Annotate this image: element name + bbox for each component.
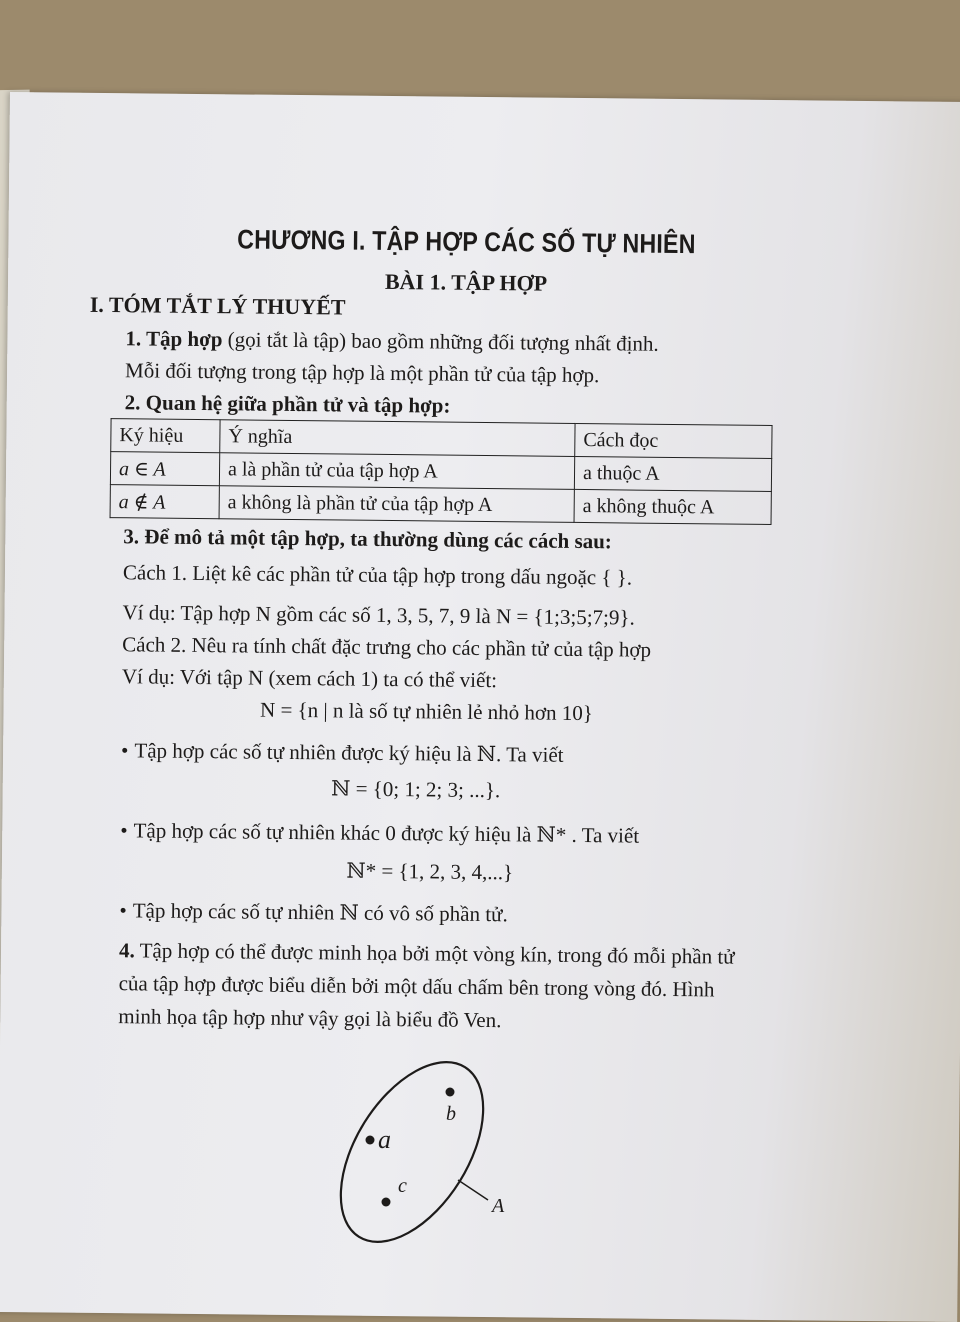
venn-set-pointer [458, 1180, 488, 1200]
paragraph-1-lead: 1. Tập hợp [125, 326, 223, 352]
venn-diagram [330, 1052, 530, 1252]
table-cell: a ∉ A [110, 485, 219, 519]
bullet-3 [119, 894, 799, 933]
table-cell: a là phần tử của tập hợp A [219, 453, 574, 490]
bullet-2-formula: ℕ* = {1, 2, 3, 4,...} [346, 858, 514, 885]
venn-label-a: a [378, 1125, 391, 1154]
paragraph-4-text: Tập hợp có thể được minh họa bởi một vòng kín, trong đó mỗi phần tử của tập hợp được biểu diễn bởi một dấu chấm bên trong vòng đó. Hình minh họa tập hợp như vậy gọi là biểu đồ Ven. [118, 938, 735, 1033]
relation-table [110, 418, 773, 525]
venn-point-b [446, 1088, 455, 1097]
bullet-1-text: Tập hợp các số tự nhiên được ký hiệu là ℕ. Ta viết [134, 738, 564, 767]
method-1: Cách 1. Liệt kê các phần tử của tập hợp trong dấu ngoặc { }. [122, 560, 633, 590]
bullet-1 [121, 734, 801, 773]
table-header-cell: Ký hiệu [111, 419, 220, 453]
bullet-2-text: Tập hợp các số tự nhiên khác 0 được ký hiệu là ℕ* . Ta viết [133, 818, 640, 848]
method-2: Cách 2. Nêu ra tính chất đặc trưng cho các phần tử của tập hợp [122, 632, 652, 662]
bullet-3-text: Tập hợp các số tự nhiên ℕ có vô số phần tử. [132, 898, 508, 927]
venn-label-c: c [398, 1175, 407, 1197]
table-header-cell: Ý nghĩa [220, 420, 575, 457]
table-cell: a thuộc A [574, 456, 771, 491]
lesson-title: BÀI 1. TẬP HỢP [384, 268, 548, 296]
paragraph-4-lead: 4. [118, 938, 135, 963]
venn-point-c [382, 1198, 391, 1207]
table-cell: a không là phần tử của tập hợp A [219, 486, 574, 523]
venn-set-label: A [492, 1195, 505, 1217]
venn-label-b: b [446, 1103, 456, 1125]
paragraph-3-heading: 3. Để mô tả một tập hợp, ta thường dùng các cách sau: [123, 524, 613, 554]
example-1: Ví dụ: Tập hợp N gồm các số 1, 3, 5, 7, 9 là N = {1;3;5;7;9}. [122, 600, 635, 630]
paragraph-1-line2: Mỗi đối tượng trong tập hợp là một phần tử của tập hợp. [124, 358, 600, 388]
paragraph-1-text: (gọi tắt là tập) bao gồm những đối tượng nhất định. [222, 327, 659, 356]
table-cell: a ∈ A [110, 452, 219, 486]
bullet-2 [120, 814, 800, 853]
section-title: I. TÓM TẮT LÝ THUYẾT [89, 291, 346, 320]
venn-set-outline [330, 1052, 512, 1252]
table-row [110, 485, 771, 525]
venn-point-a [366, 1136, 375, 1145]
formula-2: N = {n | n là số tự nhiên lẻ nhỏ hơn 10} [259, 697, 594, 726]
paragraph-2-heading: 2. Quan hệ giữa phần tử và tập hợp: [124, 390, 451, 418]
table-cell: a không thuộc A [574, 489, 771, 524]
bullet-1-formula: ℕ = {0; 1; 2; 3; ...}. [331, 776, 501, 803]
page-content [89, 223, 806, 1040]
example-2: Ví dụ: Với tập N (xem cách 1) ta có thể viết: [121, 664, 498, 693]
paragraph-4 [118, 934, 751, 1040]
chapter-title: CHƯƠNG I. TẬP HỢP CÁC SỐ TỰ NHIÊN [237, 224, 696, 260]
table-header-cell: Cách đọc [575, 423, 772, 458]
